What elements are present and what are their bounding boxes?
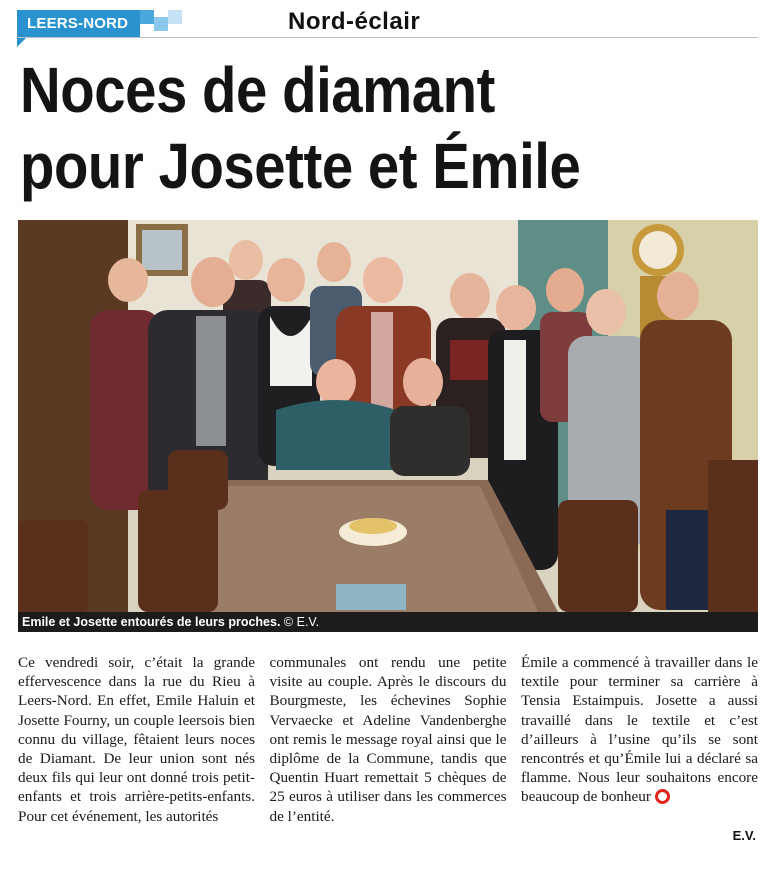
newspaper-masthead: Nord-éclair — [288, 8, 421, 35]
headline-line-2: pour Josette et Émile — [20, 130, 581, 202]
photo-caption — [18, 612, 758, 632]
caption-credit: © E.V. — [283, 615, 320, 629]
headline-line-1: Noces de diamant — [20, 54, 495, 126]
caption-text: Emile et Josette entourés de leurs proches. — [22, 615, 281, 629]
column-2-text: communales ont rendu une petite visite au couple. Après le discours du Bourgmeste, les échevines Sophie Vervaecke et Adeline Vandenberghe ont remis le message royal ainsi que le diplôme de la Commune, tandis que Quentin Huart remettait 5 chèques de 25 euros à utiliser dans les commerces de l’entité. — [269, 654, 507, 825]
end-of-article-icon — [655, 789, 670, 804]
header-divider — [17, 37, 758, 38]
article-column-3 — [521, 653, 758, 826]
article-headline — [20, 52, 680, 204]
group-photo — [18, 220, 758, 612]
article-body — [18, 653, 758, 826]
section-label: LEERS-NORD — [17, 10, 140, 37]
author-byline: E.V. — [732, 828, 756, 843]
group-photo-illustration — [18, 220, 758, 612]
column-3-text: Émile a commencé à travailler dans le textile pour terminer sa carrière à Tensia Estaimpuis. Josette a aussi travaillé dans le textile et c’est d’ailleurs à l’usine qu’ils se sont rencontrés et qu’Émile lui a déclaré sa flamme. Nous leur souhaitons encore beaucoup de bonheur — [521, 654, 758, 806]
column-1-text: Ce vendredi soir, c’était la grande effervescence dans la rue du Rieu à Leers-Nord. En effet, Emile Haluin et Josette Fourny, un couple leersois bien connu du village, fêtaient leurs noces de Diamant. De leur union sont nés deux fils qui leur ont donné trois petit-enfants et trois arrière-petits-enfants. Pour cet événement, les autorités — [18, 654, 255, 825]
article-column-1 — [18, 653, 255, 826]
section-rubric — [17, 10, 182, 37]
article-column-2 — [270, 653, 507, 826]
